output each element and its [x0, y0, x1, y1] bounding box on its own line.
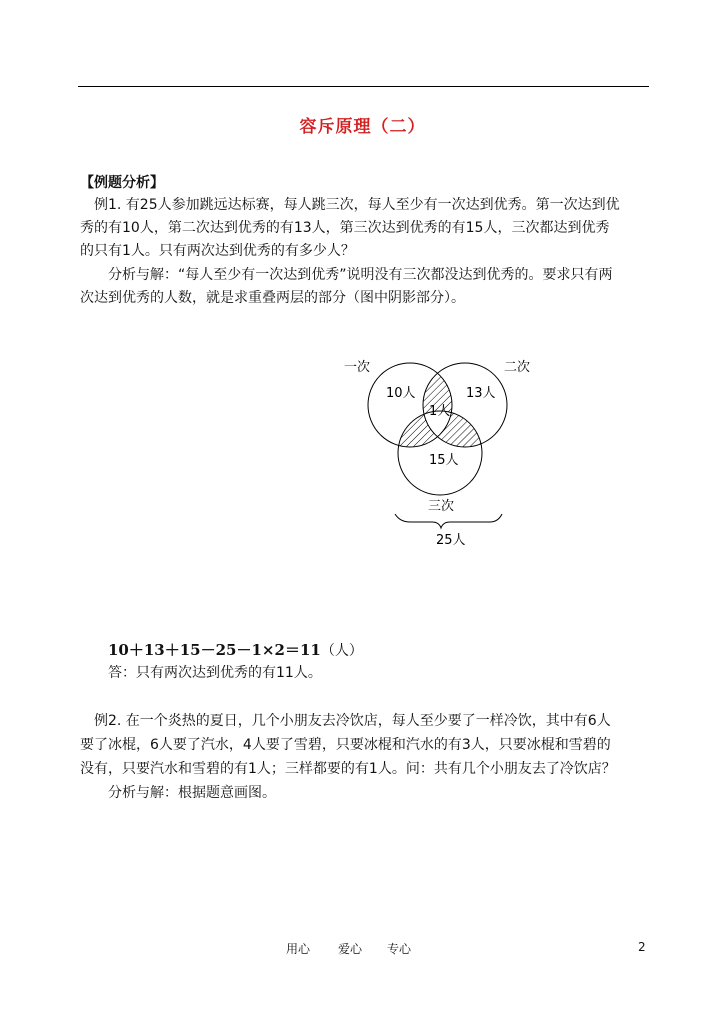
page-number: 2	[638, 940, 646, 954]
total-brace	[395, 514, 502, 528]
formula-expression: 10＋13＋15－25－1×2＝11	[108, 641, 321, 659]
value-second: 13人	[466, 386, 496, 401]
formula	[108, 639, 363, 662]
header-rule	[78, 86, 649, 87]
footer-item-3: 专心	[387, 942, 412, 956]
section-heading: 【例题分析】	[80, 175, 164, 191]
page-title: 容斥原理（二）	[299, 117, 426, 137]
example2-line1: 例2. 在一个炎热的夏日，几个小朋友去冷饮店，每人至少要了一样冷饮，其中有6人	[94, 713, 611, 729]
value-third: 15人	[429, 453, 459, 468]
footer-item-1: 用心	[286, 942, 311, 956]
example1-line1: 例1. 有25人参加跳远达标赛，每人跳三次，每人至少有一次达到优秀。第一次达到优	[94, 197, 620, 213]
example1-line3: 的只有1人。只有两次达到优秀的有多少人？	[80, 243, 355, 259]
footer-item-2: 爱心	[338, 942, 363, 956]
example2-analysis: 分析与解：根据题意画图。	[108, 785, 276, 801]
venn-diagram	[340, 350, 540, 555]
formula-unit: （人）	[320, 643, 363, 659]
value-first: 10人	[386, 386, 416, 401]
value-center: 1人	[429, 404, 451, 419]
label-third: 三次	[428, 499, 455, 514]
answer1: 答：只有两次达到优秀的有11人。	[108, 665, 322, 681]
label-first: 一次	[344, 360, 371, 375]
total-label: 25人	[436, 533, 466, 548]
example1-line2: 秀的有10人，第二次达到优秀的有13人，第三次达到优秀的有15人，三次都达到优秀	[80, 220, 610, 236]
example1-analysis-line2: 次达到优秀的人数，就是求重叠两层的部分（图中阴影部分）。	[80, 290, 465, 306]
example2-line2: 要了冰棍，6人要了汽水，4人要了雪碧，只要冰棍和汽水的有3人，只要冰棍和雪碧的	[80, 737, 611, 753]
example1-analysis-line1: 分析与解：“每人至少有一次达到优秀”说明没有三次都没达到优秀的。要求只有两	[108, 267, 613, 283]
label-second: 二次	[504, 360, 531, 375]
example2-line3: 没有，只要汽水和雪碧的有1人；三样都要的有1人。问：共有几个小朋友去了冷饮店？	[80, 761, 616, 777]
